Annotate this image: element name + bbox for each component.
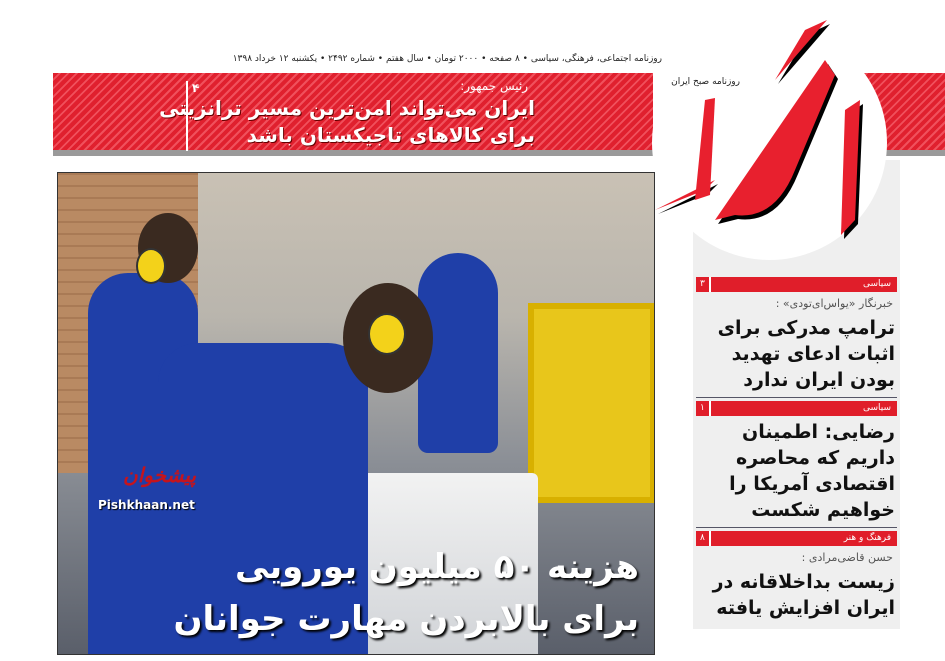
photo-machine — [528, 303, 655, 503]
section-label: فرهنگ و هنر — [843, 533, 891, 543]
story-headline[interactable]: ترامپ مدرکی برای اثبات ادعای تهدید بودن ایران ندارد — [717, 317, 895, 391]
logo-tagline: روزنامه صبح ایران — [671, 77, 740, 87]
lead-photo[interactable] — [57, 172, 655, 655]
watermark-logo: پیشخوان — [123, 463, 196, 487]
sidebar-story — [696, 401, 897, 528]
top-story-page-number: ۴ — [186, 81, 199, 151]
sidebar-story — [696, 531, 897, 625]
story-kicker: خبرنگار «یواس‌ای‌تودی» : — [775, 297, 893, 310]
section-label: سیاسی — [862, 279, 891, 289]
section-page-number: ۱ — [700, 401, 711, 416]
story-kicker: حسن قاضی‌مرادی : — [801, 551, 893, 564]
photo-earmuff — [136, 248, 166, 284]
lead-headline-line: هزینه ۵۰ میلیون یورویی — [235, 547, 639, 587]
photo-earmuff — [368, 313, 406, 355]
story-headline[interactable]: رضایی: اطمینان داریم که محاصره اقتصادی آمریکا را خواهیم شکست — [729, 421, 895, 521]
section-page-number: ۸ — [700, 531, 711, 546]
lead-headline-line: برای بالابردن مهارت جوانان — [173, 599, 639, 639]
story-headline[interactable]: زیست بداخلاقانه در ایران افزایش یافته — [712, 571, 895, 619]
section-bar — [696, 277, 897, 292]
section-bar — [696, 401, 897, 416]
section-page-number: ۳ — [700, 277, 711, 292]
masthead-info-strip: روزنامه اجتماعی، فرهنگی، سیاسی • ۸ صفحه • ۲۰۰۰ تومان • سال هفتم • شماره ۲۴۹۲ • یکشنبه ۱۲ خرداد ۱۳۹۸ — [232, 54, 662, 64]
top-story-headline — [159, 95, 535, 149]
section-label: سیاسی — [862, 403, 891, 413]
top-story-kicker: رئیس جمهور: — [460, 79, 528, 93]
lead-headline — [173, 541, 639, 645]
sidebar-stories — [693, 275, 900, 629]
top-story-banner[interactable] — [53, 73, 653, 156]
sidebar-story — [696, 277, 897, 398]
newspaper-logo — [655, 20, 885, 250]
section-bar — [696, 531, 897, 546]
top-story-headline-line: برای کالاهای تاجیکستان باشد — [246, 123, 535, 147]
top-story-headline-line: ایران می‌تواند امن‌ترین مسیر ترانزیتی — [159, 96, 535, 120]
watermark-url: Pishkhaan.net — [98, 498, 195, 512]
